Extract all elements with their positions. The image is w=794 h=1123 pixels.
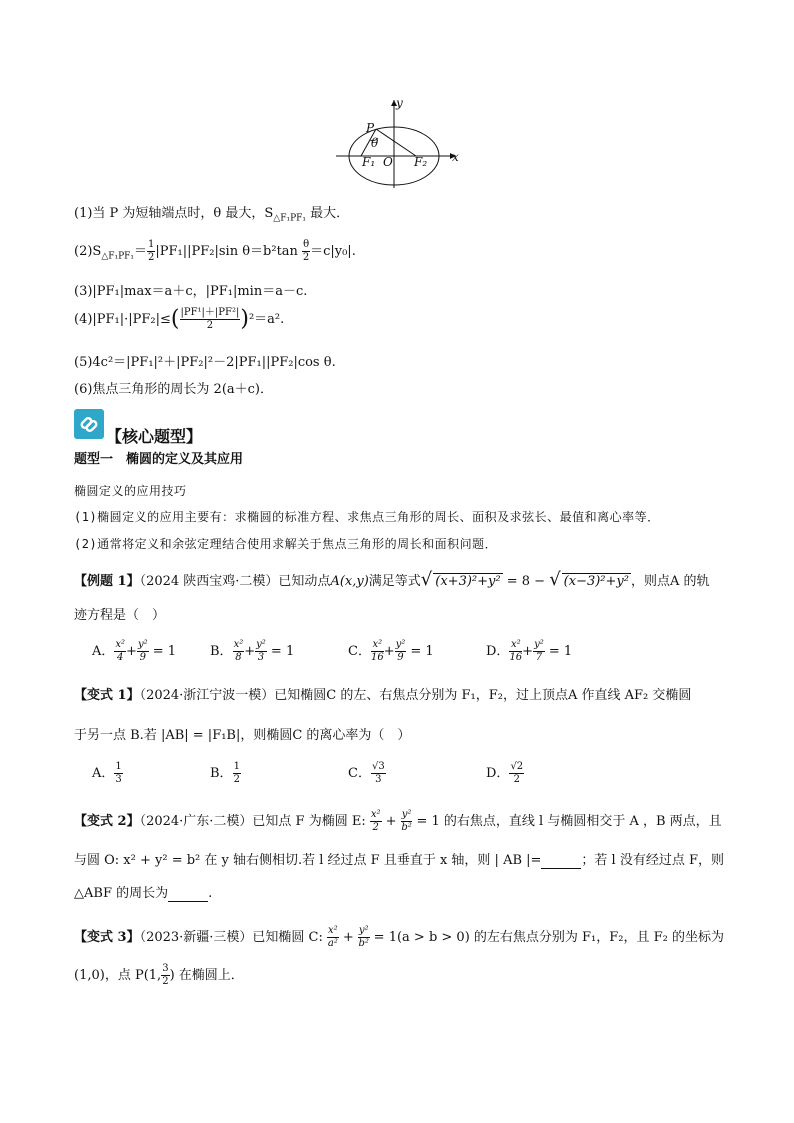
answer-blank[interactable] — [541, 856, 581, 869]
variant-1-option-d: D． $\frac{√2}{2}$ — [486, 761, 524, 785]
property-4: (4)|PF₁|·|PF₂|≤( $\frac{\text{|PF¹|＋|PF²|}}{2}$ )²＝a². — [74, 306, 285, 332]
variant-1-option-b: B． $\frac{1}{2}$ — [210, 761, 240, 785]
answer-blank[interactable] — [168, 889, 208, 902]
fraction: $\frac{\theta}{2}$ — [302, 239, 310, 263]
figure-label-theta: θ — [371, 136, 379, 150]
variant-2-line-2: 与圆 O: x² + y² = b² 在 y 轴右侧相切.若 l 经过点 F 且垂直于 x 轴，则 | AB |= ；若 l 没有经过点 F，则 — [74, 853, 724, 868]
variant-2-line-3: △ABF 的周长为 . — [74, 886, 213, 901]
variant-3-question: 【变式 3】（2023·新疆·三模）已知椭圆 C: $\frac{\text{x²}}{\text{a²}}$ + $\frac{\text{y²}}{\text{b²}}$ = 1(a > b > 0) 的左右焦点分别为 F₁，F₂，且 F₂ 的坐标为 — [74, 925, 724, 949]
example-1-question: 【例题 1】（2024 陕西宝鸡·二模）已知动点A(x,y)满足等式√ (x+3)²+y² = 8 − √ (x−3)²+y² ，则点A 的轨 — [74, 569, 710, 590]
figure-label-y: y — [396, 96, 403, 110]
variant-1-option-a: A． $\frac{1}{3}$ — [92, 761, 122, 785]
property-1: (1)当 P 为短轴端点时，θ 最大，$S_{\triangle F_1PF_1}$ 最大． — [74, 206, 350, 224]
link-icon — [74, 409, 104, 439]
figure-label-o: O — [383, 155, 393, 169]
example-1-option-d: D． $\frac{\text{x²}}{16}$ + $\frac{\text{y²}}{7}$ = 1 — [486, 639, 573, 663]
variant-1-option-c: C． $\frac{√3}{3}$ — [348, 761, 385, 785]
property-3: (3)|PF₁|max＝a＋c，|PF₁|min＝a－c. — [74, 284, 308, 299]
figure-label-x: x — [452, 150, 459, 164]
property-2: $(2)S_{\triangle F_1PF_1}=$ $\frac{1}{2}$ |PF₁||PF₂|sin θ＝b²tan $\frac{\theta}{2}$ ＝c|y₀|. — [74, 239, 356, 263]
section-banner-title: 【核心题型】 — [106, 427, 203, 446]
figure-label-f2: F₂ — [414, 155, 428, 169]
property-5: (5)4c²＝|PF₁|²＋|PF₂|²－2|PF₁||PF₂|cos θ. — [74, 355, 336, 370]
fraction: $\frac{1}{2}$ — [148, 239, 155, 263]
variant-3-line-2: (1,0)，点 P(1, $\frac{3}{2}$ ) 在椭圆上． — [74, 963, 244, 987]
example-1-option-c: C． $\frac{\text{x²}}{16}$ + $\frac{\text{y²}}{9}$ = 1 — [348, 639, 434, 663]
variant-1-line-2: 于另一点 B.若 |AB| = |F₁B|，则椭圆C 的离心率为（ ） — [74, 728, 411, 743]
figure-label-p: P — [366, 121, 375, 135]
tip-1: (1)椭圆定义的应用主要有：求椭圆的标准方程、求焦点三角形的周长、面积及求弦长、最值和离心率等． — [74, 510, 660, 524]
variant-2-question: 【变式 2】（2024·广东·二模）已知点 F 为椭圆 E: $\frac{\text{x²}}{2}$ + $\frac{\text{y²}}{\text{b²}}$ = 1 的右焦点，直线 l 与椭圆相交于 A ，B 两点，且 — [74, 809, 722, 833]
example-1-line-2: 迹方程是（ ） — [74, 608, 166, 623]
example-1-option-a: A． $\frac{\text{x²}}{4}$ + $\frac{\text{y²}}{9}$ = 1 — [92, 639, 177, 663]
example-1-option-b: B． $\frac{\text{x²}}{8}$ + $\frac{\text{y²}}{3}$ = 1 — [210, 639, 295, 663]
variant-1-question: 【变式 1】（2024·浙江宁波一模）已知椭圆C 的左、右焦点分别为 F₁，F₂，过上顶点A 作直线 AF₂ 交椭圆 — [74, 688, 692, 703]
tip-title: 椭圆定义的应用技巧 — [74, 484, 187, 498]
property-6: (6)焦点三角形的周长为 2(a＋c)． — [74, 382, 273, 397]
section-heading: 题型一 椭圆的定义及其应用 — [74, 452, 244, 467]
fraction: $\frac{\text{|PF¹|＋|PF²|}}{2}$ — [180, 307, 240, 331]
tip-2: (2)通常将定义和余弦定理结合使用求解关于焦点三角形的周长和面积问题． — [74, 537, 498, 551]
figure-label-f1: F₁ — [362, 155, 376, 169]
